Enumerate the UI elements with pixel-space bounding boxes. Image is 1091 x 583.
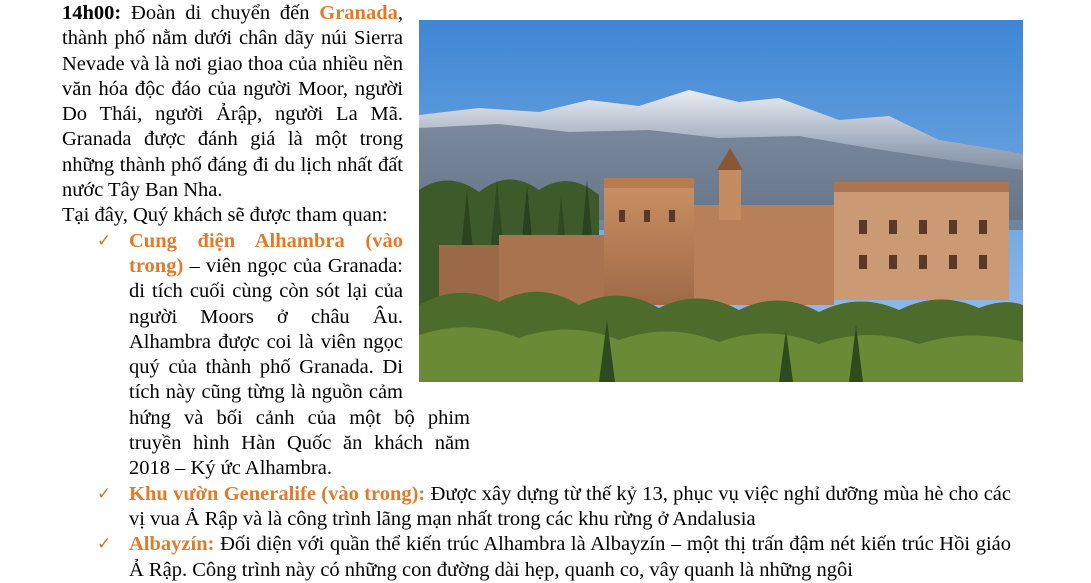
list-item <box>62 229 470 482</box>
checkmark-icon: ✓ <box>97 483 112 504</box>
intro-time: 14h00: <box>62 2 122 24</box>
list-item <box>62 532 1011 583</box>
item-text: – viên ngọc của Granada: di tích cuối cùng còn sót lại của người Moors ở châu Âu. Alhambra được coi là viên ngọc quý của thành phố Granada. Di tích này cũng từng là nguồn cảm hứng và bối cảnh của một bộ phim truyền hình Hàn Quốc ăn khách năm 2018 – Ký ức Alhambra. <box>129 254 470 480</box>
intro-text-after-city: , thành phố nằm dưới chân dãy núi Sierra Nevade và là nơi giao thoa của nhiều nền văn hóa độc đáo của người Moor, người Do Thái, người Ảrập, người La Mã. Granada được đánh giá là một trong những thành phố đáng đi du lịch nhất đất nước Tây Ban Nha. <box>62 2 403 202</box>
intro-city: Granada <box>319 2 398 24</box>
item-title: Cung điện Alhambra (vào trong) <box>129 229 403 277</box>
item-title: Khu vườn Generalife (vào trong): <box>129 482 426 505</box>
visit-lead: Tại đây, Quý khách sẽ được tham quan: <box>62 204 388 227</box>
item-text: Được xây dựng từ thế kỷ 13, phục vụ việc nghỉ dưỡng mùa hè cho các vị vua Ả Rập và là công trình lãng mạn nhất trong các khu rừng ở Andalusia <box>129 482 1011 530</box>
checkmark-icon: ✓ <box>97 534 112 555</box>
checkmark-icon: ✓ <box>97 230 112 251</box>
item-title: Albayzín: <box>129 533 215 556</box>
document-page <box>62 1 1011 583</box>
intro-text-before-city: Đoàn di chuyển đến <box>121 2 320 24</box>
alhambra-photo <box>419 20 1023 382</box>
item-text: Đối diện với quần thể kiến trúc Alhambra là Albayzín – một thị trấn đậm nét kiến trúc Hồi giáo Ả Rập. Công trình này có những con đường dài hẹp, quanh co, vây quanh là những ngôi <box>129 533 1011 581</box>
list-item <box>62 482 1011 533</box>
